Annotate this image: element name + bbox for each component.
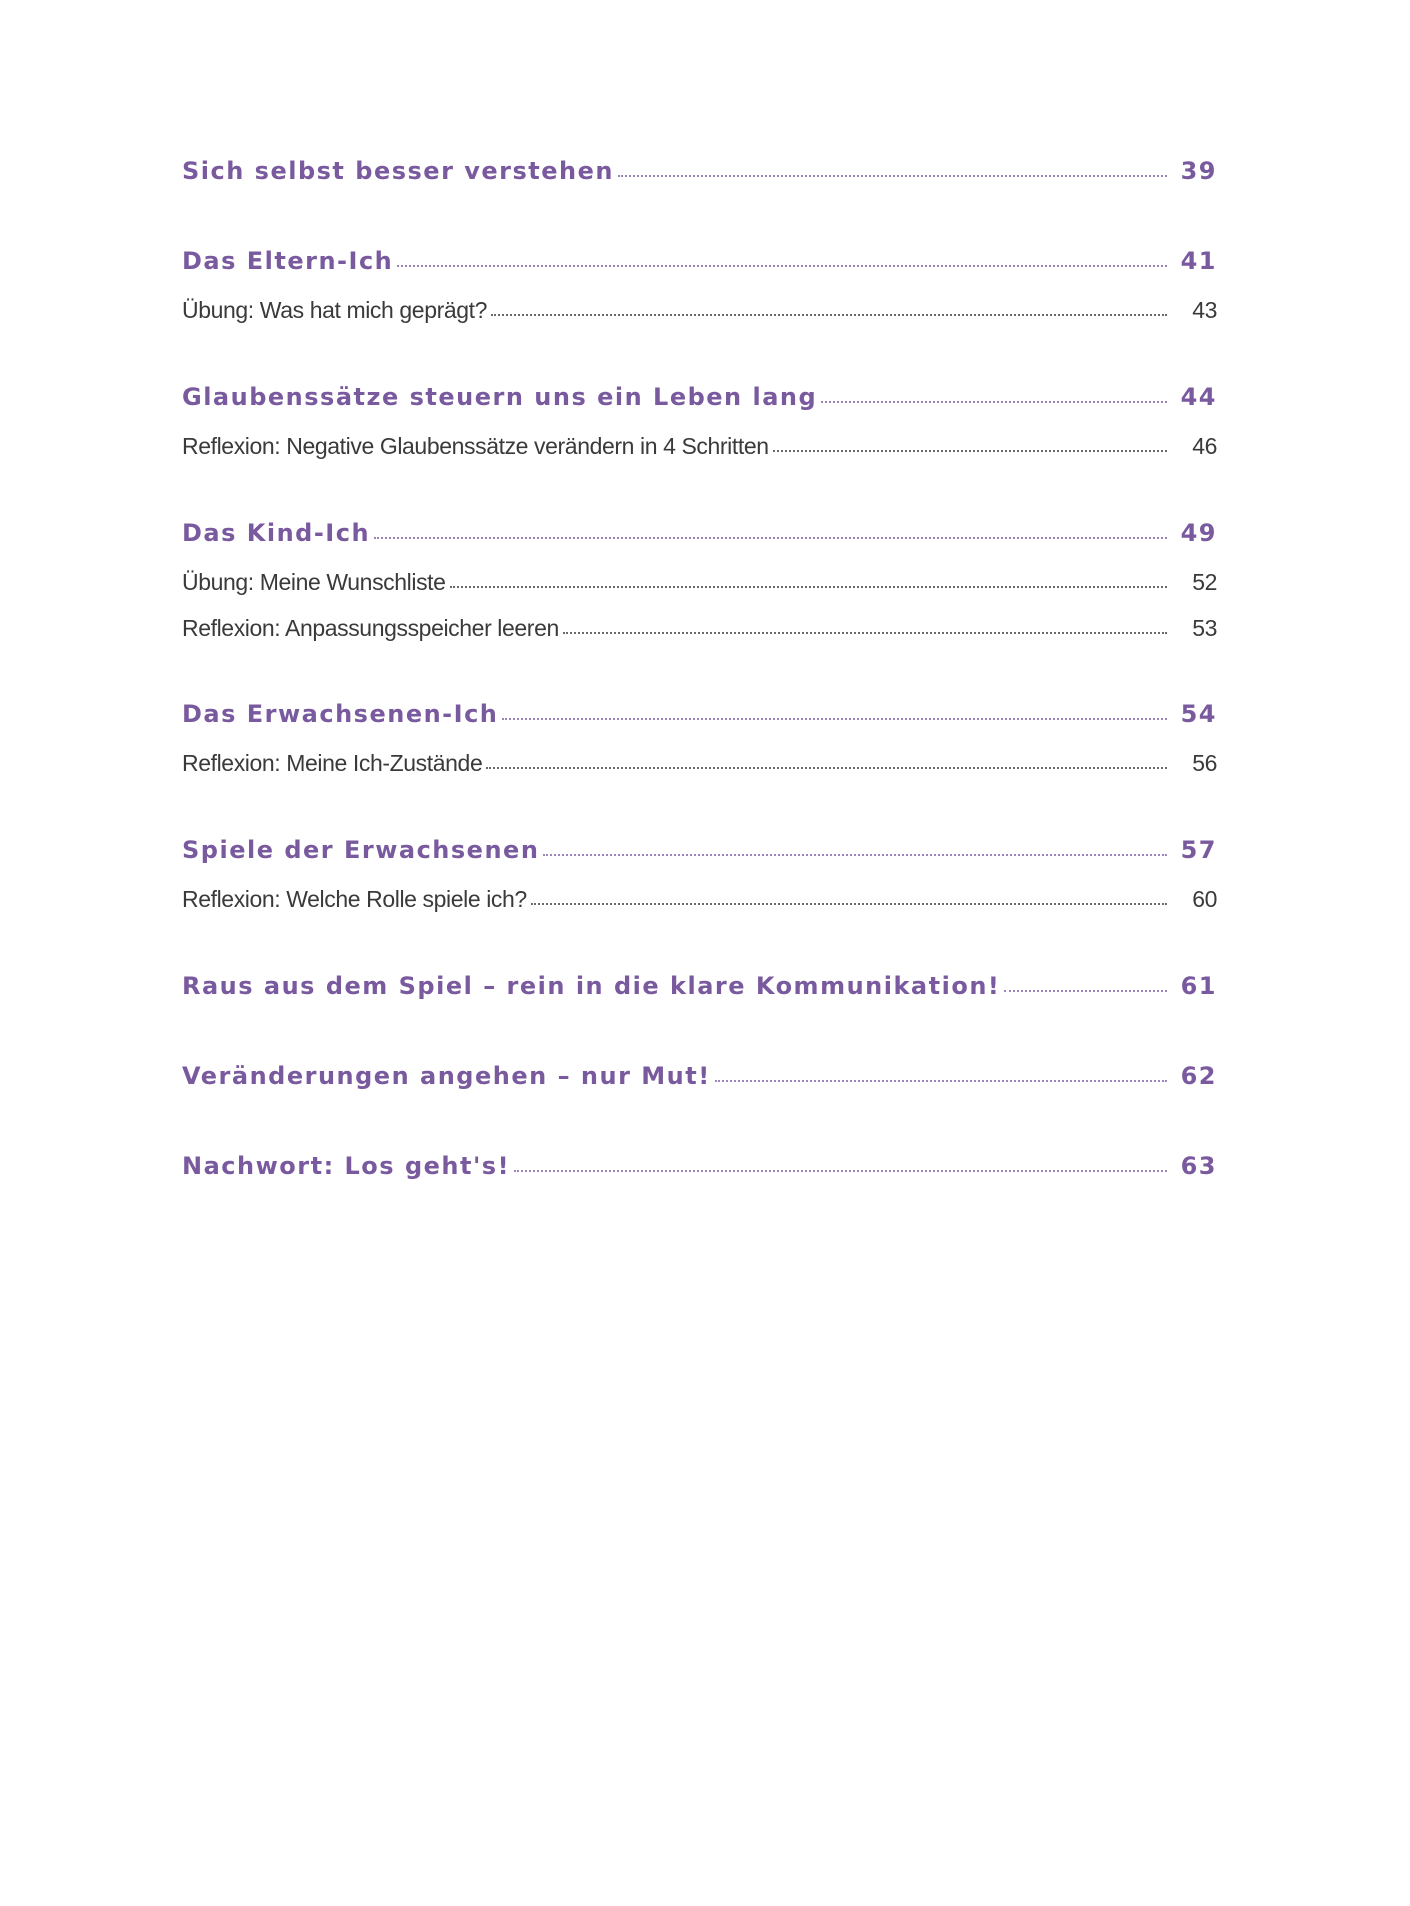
toc-subentry[interactable] xyxy=(182,750,1217,777)
dot-leader xyxy=(486,767,1167,769)
toc-entry-title: Raus aus dem Spiel – rein in die klare Kommunikation! xyxy=(182,972,1001,1000)
dot-leader xyxy=(502,718,1167,720)
toc-entry-title: Das Erwachsenen-Ich xyxy=(182,700,499,728)
toc-entry-title: Das Kind-Ich xyxy=(182,519,371,547)
dot-leader xyxy=(543,854,1167,856)
dot-leader xyxy=(514,1170,1167,1172)
dot-leader xyxy=(715,1080,1167,1082)
toc-entry[interactable] xyxy=(182,1062,1217,1090)
toc-entry-page: 54 xyxy=(1180,700,1217,728)
toc-subentry[interactable] xyxy=(182,569,1217,596)
toc-entry[interactable] xyxy=(182,383,1217,411)
toc-entry[interactable] xyxy=(182,700,1217,728)
dot-leader xyxy=(374,537,1167,539)
toc-entry-page: 62 xyxy=(1180,1062,1217,1090)
toc-entry[interactable] xyxy=(182,519,1217,547)
toc-subentry-title: Reflexion: Meine Ich-Zustände xyxy=(182,750,483,776)
dot-leader xyxy=(773,450,1167,452)
toc-entry-page: 49 xyxy=(1180,519,1217,547)
toc-entry[interactable] xyxy=(182,1152,1217,1180)
toc-entry-title: Spiele der Erwachsenen xyxy=(182,836,540,864)
toc-entry[interactable] xyxy=(182,157,1217,185)
toc-subentry-title: Reflexion: Welche Rolle spiele ich? xyxy=(182,886,527,912)
toc-entry[interactable] xyxy=(182,972,1217,1000)
toc-entry-title: Glaubenssätze steuern uns ein Leben lang xyxy=(182,383,818,411)
dot-leader xyxy=(563,632,1167,634)
dot-leader xyxy=(531,903,1167,905)
toc-subentry-title: Übung: Meine Wunschliste xyxy=(182,569,446,595)
toc-subentry[interactable] xyxy=(182,297,1217,324)
toc-subentry-title: Reflexion: Negative Glaubenssätze verändern in 4 Schritten xyxy=(182,433,769,459)
toc-entry-title: Veränderungen angehen – nur Mut! xyxy=(182,1062,711,1090)
dot-leader xyxy=(491,314,1167,316)
toc-subentry[interactable] xyxy=(182,433,1217,460)
toc-subentry[interactable] xyxy=(182,615,1217,642)
toc-entry-page: 44 xyxy=(1180,383,1217,411)
dot-leader xyxy=(1004,990,1167,992)
toc-entry-page: 57 xyxy=(1180,836,1217,864)
toc-subentry-page: 53 xyxy=(1192,615,1217,641)
toc-entry[interactable] xyxy=(182,247,1217,275)
toc-entry-title: Das Eltern-Ich xyxy=(182,247,394,275)
dot-leader xyxy=(397,265,1167,267)
toc-subentry-page: 43 xyxy=(1192,297,1217,323)
toc-subentry-page: 60 xyxy=(1192,886,1217,912)
dot-leader xyxy=(821,401,1167,403)
toc-subentry[interactable] xyxy=(182,886,1217,913)
toc-subentry-title: Übung: Was hat mich geprägt? xyxy=(182,297,488,323)
dot-leader xyxy=(618,175,1167,177)
toc-entry-title: Sich selbst besser verstehen xyxy=(182,157,614,185)
toc-subentry-title: Reflexion: Anpassungsspeicher leeren xyxy=(182,615,559,641)
toc-entry-page: 61 xyxy=(1180,972,1217,1000)
toc-entry-page: 63 xyxy=(1180,1152,1217,1180)
toc-entry-page: 39 xyxy=(1180,157,1217,185)
toc-entry[interactable] xyxy=(182,836,1217,864)
toc-subentry-page: 56 xyxy=(1192,750,1217,776)
dot-leader xyxy=(450,586,1167,588)
toc-subentry-page: 46 xyxy=(1192,433,1217,459)
toc-entry-title: Nachwort: Los geht's! xyxy=(182,1152,511,1180)
toc-subentry-page: 52 xyxy=(1192,569,1217,595)
toc-entry-page: 41 xyxy=(1180,247,1217,275)
